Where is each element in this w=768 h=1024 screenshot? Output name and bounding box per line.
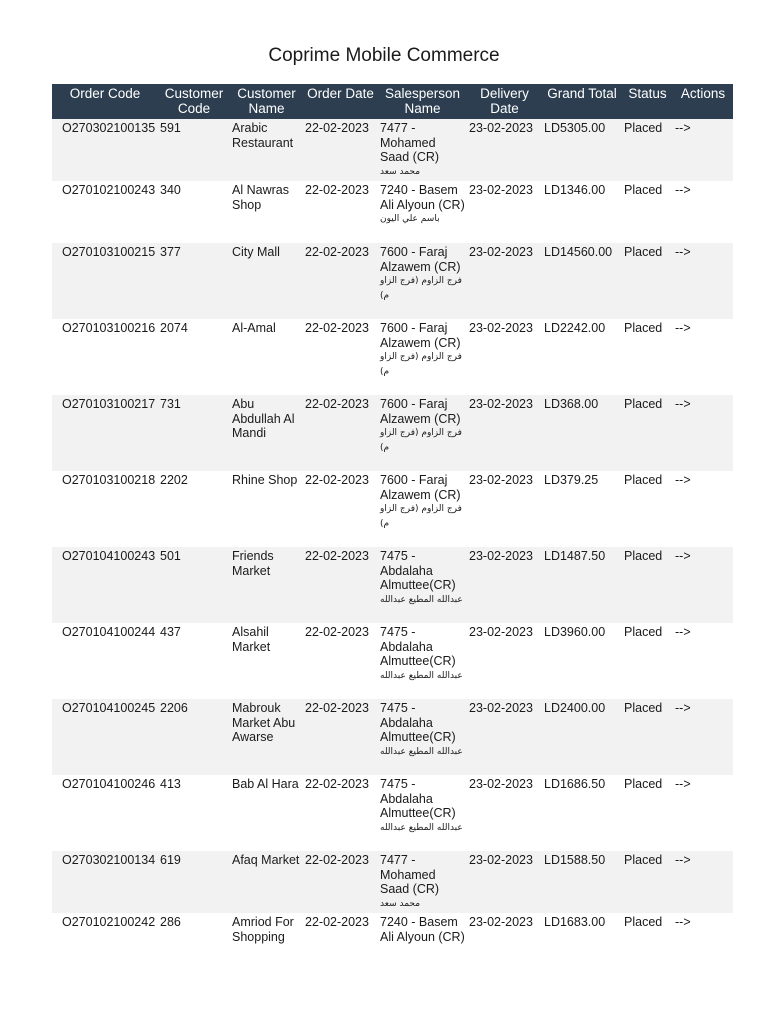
- order-date-cell-text: 22-02-2023: [305, 473, 369, 487]
- delivery-date-cell-text: 23-02-2023: [469, 245, 533, 259]
- delivery-date-cell: [467, 319, 542, 395]
- order-code-cell: [52, 547, 158, 623]
- delivery-date-cell-text: 23-02-2023: [469, 549, 533, 563]
- grand-total-cell: [542, 471, 622, 547]
- delivery-date-cell: [467, 851, 542, 913]
- grand-total-cell-text: LD368.00: [544, 397, 599, 411]
- grand-total-cell-text: LD2400.00: [544, 701, 606, 715]
- order-date-cell-text: 22-02-2023: [305, 321, 369, 335]
- salesperson-arabic-name: فرج الزاوم (فرج الزاوم): [380, 428, 462, 453]
- customer-code-cell: [158, 181, 230, 243]
- salesperson-cell-text: 7475 - Abdalaha Almuttee(CR): [380, 625, 456, 668]
- salesperson-cell: [378, 851, 467, 913]
- customer-code-cell: [158, 119, 230, 181]
- salesperson-cell: [378, 243, 467, 319]
- header-order-date: Order Date: [307, 86, 374, 101]
- customer-code-cell-text: 340: [160, 183, 181, 197]
- header-customer-code: Customer Code: [164, 86, 224, 116]
- salesperson-cell-text: 7240 - Basem Ali Alyoun (CR): [380, 183, 465, 212]
- grand-total-cell-text: LD1683.00: [544, 915, 606, 929]
- customer-code-cell-text: 413: [160, 777, 181, 791]
- order-code-cell: [52, 181, 158, 243]
- order-date-cell: [303, 319, 378, 395]
- order-code-cell: [52, 775, 158, 851]
- order-date-cell: [303, 395, 378, 471]
- action-link-text[interactable]: -->: [675, 397, 691, 411]
- table-row: [52, 699, 733, 775]
- salesperson-cell: [378, 119, 467, 181]
- salesperson-arabic-name: فرج الزاوم (فرج الزاوم): [380, 504, 462, 529]
- order-date-cell: [303, 243, 378, 319]
- status-cell-text: Placed: [624, 777, 663, 791]
- status-cell-text: Placed: [624, 397, 663, 411]
- status-cell: [622, 699, 673, 775]
- action-link[interactable]: [673, 775, 733, 851]
- status-cell: [622, 775, 673, 851]
- salesperson-cell-text: 7477 - Mohamed Saad (CR): [380, 853, 440, 896]
- order-code-cell-text: O270103100217: [62, 397, 156, 411]
- salesperson-arabic-name: عبدالله المطيع عبدالله: [380, 822, 463, 833]
- customer-code-cell: [158, 851, 230, 913]
- grand-total-cell-text: LD1588.50: [544, 853, 606, 867]
- customer-code-cell: [158, 699, 230, 775]
- delivery-date-cell-text: 23-02-2023: [469, 915, 533, 929]
- order-code-cell-text: O270102100242: [62, 915, 156, 929]
- customer-code-cell: [158, 395, 230, 471]
- action-link[interactable]: [673, 181, 733, 243]
- delivery-date-cell-text: 23-02-2023: [469, 473, 533, 487]
- order-date-cell-text: 22-02-2023: [305, 183, 369, 197]
- action-link-text[interactable]: -->: [675, 473, 691, 487]
- delivery-date-cell: [467, 699, 542, 775]
- grand-total-cell: [542, 623, 622, 699]
- order-code-cell: [52, 395, 158, 471]
- status-cell: [622, 851, 673, 913]
- status-cell: [622, 243, 673, 319]
- delivery-date-cell: [467, 243, 542, 319]
- customer-code-cell: [158, 319, 230, 395]
- grand-total-cell: [542, 699, 622, 775]
- order-code-cell-text: O270103100216: [62, 321, 156, 335]
- status-cell: [622, 319, 673, 395]
- customer-code-cell: [158, 547, 230, 623]
- order-date-cell-text: 22-02-2023: [305, 625, 369, 639]
- action-link[interactable]: [673, 547, 733, 623]
- customer-code-cell-text: 591: [160, 121, 181, 135]
- status-cell-text: Placed: [624, 245, 663, 259]
- grand-total-cell-text: LD14560.00: [544, 245, 613, 259]
- salesperson-arabic-name: فرج الزاوم (فرج الزاوم): [380, 352, 462, 377]
- header-order-code: Order Code: [69, 86, 141, 101]
- salesperson-cell: [378, 775, 467, 851]
- action-link[interactable]: [673, 395, 733, 471]
- salesperson-cell-text: 7475 - Abdalaha Almuttee(CR): [380, 777, 456, 820]
- customer-name-cell-text: Al-Amal: [232, 321, 276, 335]
- delivery-date-cell: [467, 395, 542, 471]
- order-date-cell: [303, 699, 378, 775]
- delivery-date-cell-text: 23-02-2023: [469, 121, 533, 135]
- table-row: [52, 243, 733, 319]
- table-row: [52, 181, 733, 243]
- order-code-cell: [52, 471, 158, 547]
- action-link[interactable]: [673, 471, 733, 547]
- order-code-cell-text: O270104100246: [62, 777, 156, 791]
- customer-name-cell: [230, 119, 303, 181]
- customer-code-cell-text: 731: [160, 397, 181, 411]
- order-date-cell-text: 22-02-2023: [305, 397, 369, 411]
- action-link-text[interactable]: -->: [675, 245, 691, 259]
- customer-code-cell: [158, 243, 230, 319]
- order-date-cell: [303, 547, 378, 623]
- grand-total-cell: [542, 851, 622, 913]
- action-link-text[interactable]: -->: [675, 321, 691, 335]
- action-link-text[interactable]: -->: [675, 853, 691, 867]
- header-customer-name: Customer Name: [237, 86, 296, 116]
- table-row: [52, 547, 733, 623]
- status-cell-text: Placed: [624, 549, 663, 563]
- header-grand-total: Grand Total: [547, 86, 617, 101]
- customer-code-cell-text: 437: [160, 625, 181, 639]
- grand-total-cell: [542, 243, 622, 319]
- order-date-cell-text: 22-02-2023: [305, 915, 369, 929]
- order-date-cell-text: 22-02-2023: [305, 701, 369, 715]
- delivery-date-cell: [467, 913, 542, 973]
- customer-name-cell-text: Al Nawras Shop: [232, 183, 289, 212]
- order-date-cell: [303, 623, 378, 699]
- status-cell-text: Placed: [624, 183, 663, 197]
- customer-code-cell-text: 286: [160, 915, 181, 929]
- salesperson-cell-text: 7240 - Basem Ali Alyoun (CR): [380, 915, 465, 944]
- salesperson-arabic-name: فرج الزاوم (فرج الزاوم): [380, 276, 462, 301]
- order-date-cell: [303, 913, 378, 973]
- table-row: [52, 319, 733, 395]
- customer-name-cell-text: Alsahil Market: [232, 625, 271, 654]
- customer-code-cell: [158, 471, 230, 547]
- customer-code-cell-text: 2074: [160, 321, 188, 335]
- salesperson-arabic-name: محمد سعد: [380, 166, 421, 177]
- action-link-text[interactable]: -->: [675, 549, 691, 563]
- action-link-text[interactable]: -->: [675, 183, 691, 197]
- order-code-cell: [52, 119, 158, 181]
- customer-name-cell: [230, 471, 303, 547]
- grand-total-cell-text: LD5305.00: [544, 121, 606, 135]
- customer-name-cell: [230, 623, 303, 699]
- salesperson-arabic-name: عبدالله المطيع عبدالله: [380, 594, 463, 605]
- grand-total-cell-text: LD1487.50: [544, 549, 606, 563]
- customer-name-cell: [230, 913, 303, 973]
- header-actions: Actions: [680, 86, 726, 101]
- action-link[interactable]: [673, 319, 733, 395]
- customer-name-cell-text: Amriod For Shopping: [232, 915, 294, 944]
- customer-name-cell-text: Afaq Market: [232, 853, 300, 867]
- salesperson-cell-text: 7600 - Faraj Alzawem (CR): [380, 245, 461, 274]
- table-row: [52, 119, 733, 181]
- action-link[interactable]: [673, 623, 733, 699]
- status-cell-text: Placed: [624, 121, 663, 135]
- customer-name-cell: [230, 243, 303, 319]
- salesperson-arabic-name: عبدالله المطيع عبدالله: [380, 670, 463, 681]
- order-code-cell: [52, 699, 158, 775]
- delivery-date-cell-text: 23-02-2023: [469, 701, 533, 715]
- action-link[interactable]: [673, 119, 733, 181]
- customer-name-cell: [230, 851, 303, 913]
- delivery-date-cell: [467, 471, 542, 547]
- action-link-text[interactable]: -->: [675, 121, 691, 135]
- status-cell-text: Placed: [624, 321, 663, 335]
- status-cell: [622, 181, 673, 243]
- salesperson-cell: [378, 623, 467, 699]
- action-link[interactable]: [673, 851, 733, 913]
- customer-code-cell-text: 2206: [160, 701, 188, 715]
- order-code-cell-text: O270104100243: [62, 549, 156, 563]
- customer-name-cell-text: City Mall: [232, 245, 280, 259]
- status-cell-text: Placed: [624, 473, 663, 487]
- status-cell: [622, 395, 673, 471]
- delivery-date-cell: [467, 547, 542, 623]
- status-cell: [622, 119, 673, 181]
- grand-total-cell: [542, 319, 622, 395]
- order-date-cell-text: 22-02-2023: [305, 121, 369, 135]
- table-row: [52, 623, 733, 699]
- grand-total-cell: [542, 913, 622, 973]
- salesperson-cell-text: 7477 - Mohamed Saad (CR): [380, 121, 440, 164]
- grand-total-cell: [542, 547, 622, 623]
- customer-code-cell: [158, 913, 230, 973]
- table-row: [52, 395, 733, 471]
- salesperson-arabic-name: محمد سعد: [380, 898, 421, 909]
- customer-code-cell: [158, 623, 230, 699]
- header-status: Status: [628, 86, 667, 101]
- action-link[interactable]: [673, 243, 733, 319]
- header-delivery-date: Delivery Date: [480, 86, 529, 116]
- salesperson-cell-text: 7475 - Abdalaha Almuttee(CR): [380, 549, 456, 592]
- table-header-row: [52, 84, 733, 119]
- customer-name-cell: [230, 775, 303, 851]
- grand-total-cell: [542, 119, 622, 181]
- order-date-cell-text: 22-02-2023: [305, 777, 369, 791]
- action-link-text[interactable]: -->: [675, 625, 691, 639]
- delivery-date-cell-text: 23-02-2023: [469, 777, 533, 791]
- order-code-cell-text: O270103100215: [62, 245, 156, 259]
- delivery-date-cell: [467, 623, 542, 699]
- status-cell: [622, 547, 673, 623]
- customer-code-cell: [158, 775, 230, 851]
- salesperson-cell: [378, 395, 467, 471]
- table-row: [52, 851, 733, 913]
- grand-total-cell: [542, 181, 622, 243]
- customer-name-cell: [230, 547, 303, 623]
- customer-name-cell-text: Friends Market: [232, 549, 274, 578]
- status-cell-text: Placed: [624, 853, 663, 867]
- action-link[interactable]: [673, 913, 733, 973]
- order-date-cell-text: 22-02-2023: [305, 549, 369, 563]
- delivery-date-cell: [467, 119, 542, 181]
- customer-code-cell-text: 501: [160, 549, 181, 563]
- salesperson-cell: [378, 319, 467, 395]
- salesperson-cell: [378, 913, 467, 973]
- customer-code-cell-text: 377: [160, 245, 181, 259]
- order-date-cell-text: 22-02-2023: [305, 853, 369, 867]
- customer-code-cell-text: 619: [160, 853, 181, 867]
- order-code-cell: [52, 851, 158, 913]
- order-code-cell-text: O270302100134: [62, 853, 156, 867]
- salesperson-cell-text: 7600 - Faraj Alzawem (CR): [380, 473, 461, 502]
- order-code-cell-text: O270302100135: [62, 121, 156, 135]
- delivery-date-cell: [467, 775, 542, 851]
- customer-name-cell: [230, 699, 303, 775]
- order-date-cell: [303, 119, 378, 181]
- order-code-cell-text: O270103100218: [62, 473, 156, 487]
- action-link-text[interactable]: -->: [675, 701, 691, 715]
- order-date-cell-text: 22-02-2023: [305, 245, 369, 259]
- salesperson-cell-text: 7600 - Faraj Alzawem (CR): [380, 321, 461, 350]
- order-code-cell: [52, 319, 158, 395]
- order-code-cell: [52, 243, 158, 319]
- order-code-cell-text: O270104100245: [62, 701, 156, 715]
- status-cell-text: Placed: [624, 625, 663, 639]
- grand-total-cell-text: LD1346.00: [544, 183, 606, 197]
- salesperson-cell: [378, 181, 467, 243]
- grand-total-cell: [542, 395, 622, 471]
- delivery-date-cell-text: 23-02-2023: [469, 397, 533, 411]
- grand-total-cell-text: LD1686.50: [544, 777, 606, 791]
- table-row: [52, 913, 733, 973]
- order-date-cell: [303, 851, 378, 913]
- delivery-date-cell-text: 23-02-2023: [469, 625, 533, 639]
- action-link-text[interactable]: -->: [675, 777, 691, 791]
- order-date-cell: [303, 181, 378, 243]
- customer-name-cell-text: Rhine Shop: [232, 473, 298, 487]
- action-link[interactable]: [673, 699, 733, 775]
- page-title: Coprime Mobile Commerce: [268, 45, 500, 66]
- table-row: [52, 471, 733, 547]
- customer-name-cell-text: Abu Abdullah Al Mandi: [232, 397, 295, 440]
- header-salesperson-name: Salesperson Name: [384, 86, 461, 116]
- customer-name-cell-text: Bab Al Hara: [232, 777, 299, 791]
- table-row: [52, 775, 733, 851]
- customer-name-cell-text: Mabrouk Market Abu Awarse: [232, 701, 296, 744]
- status-cell: [622, 623, 673, 699]
- salesperson-arabic-name: باسم علي اليون: [380, 214, 440, 224]
- delivery-date-cell-text: 23-02-2023: [469, 321, 533, 335]
- salesperson-cell-text: 7475 - Abdalaha Almuttee(CR): [380, 701, 456, 744]
- customer-name-cell-text: Arabic Restaurant: [232, 121, 294, 150]
- order-code-cell: [52, 913, 158, 973]
- status-cell-text: Placed: [624, 915, 663, 929]
- salesperson-cell-text: 7600 - Faraj Alzawem (CR): [380, 397, 461, 426]
- order-date-cell: [303, 471, 378, 547]
- order-code-cell-text: O270102100243: [62, 183, 156, 197]
- grand-total-cell: [542, 775, 622, 851]
- customer-name-cell: [230, 395, 303, 471]
- salesperson-cell: [378, 699, 467, 775]
- customer-name-cell: [230, 181, 303, 243]
- delivery-date-cell-text: 23-02-2023: [469, 853, 533, 867]
- orders-table: [52, 84, 733, 973]
- salesperson-arabic-name: عبدالله المطيع عبدالله: [380, 746, 463, 757]
- grand-total-cell-text: LD2242.00: [544, 321, 606, 335]
- customer-name-cell: [230, 319, 303, 395]
- status-cell-text: Placed: [624, 701, 663, 715]
- status-cell: [622, 913, 673, 973]
- customer-code-cell-text: 2202: [160, 473, 188, 487]
- status-cell: [622, 471, 673, 547]
- grand-total-cell-text: LD379.25: [544, 473, 599, 487]
- order-date-cell: [303, 775, 378, 851]
- action-link-text[interactable]: -->: [675, 915, 691, 929]
- order-code-cell-text: O270104100244: [62, 625, 156, 639]
- order-code-cell: [52, 623, 158, 699]
- salesperson-cell: [378, 471, 467, 547]
- delivery-date-cell-text: 23-02-2023: [469, 183, 533, 197]
- delivery-date-cell: [467, 181, 542, 243]
- grand-total-cell-text: LD3960.00: [544, 625, 606, 639]
- salesperson-cell: [378, 547, 467, 623]
